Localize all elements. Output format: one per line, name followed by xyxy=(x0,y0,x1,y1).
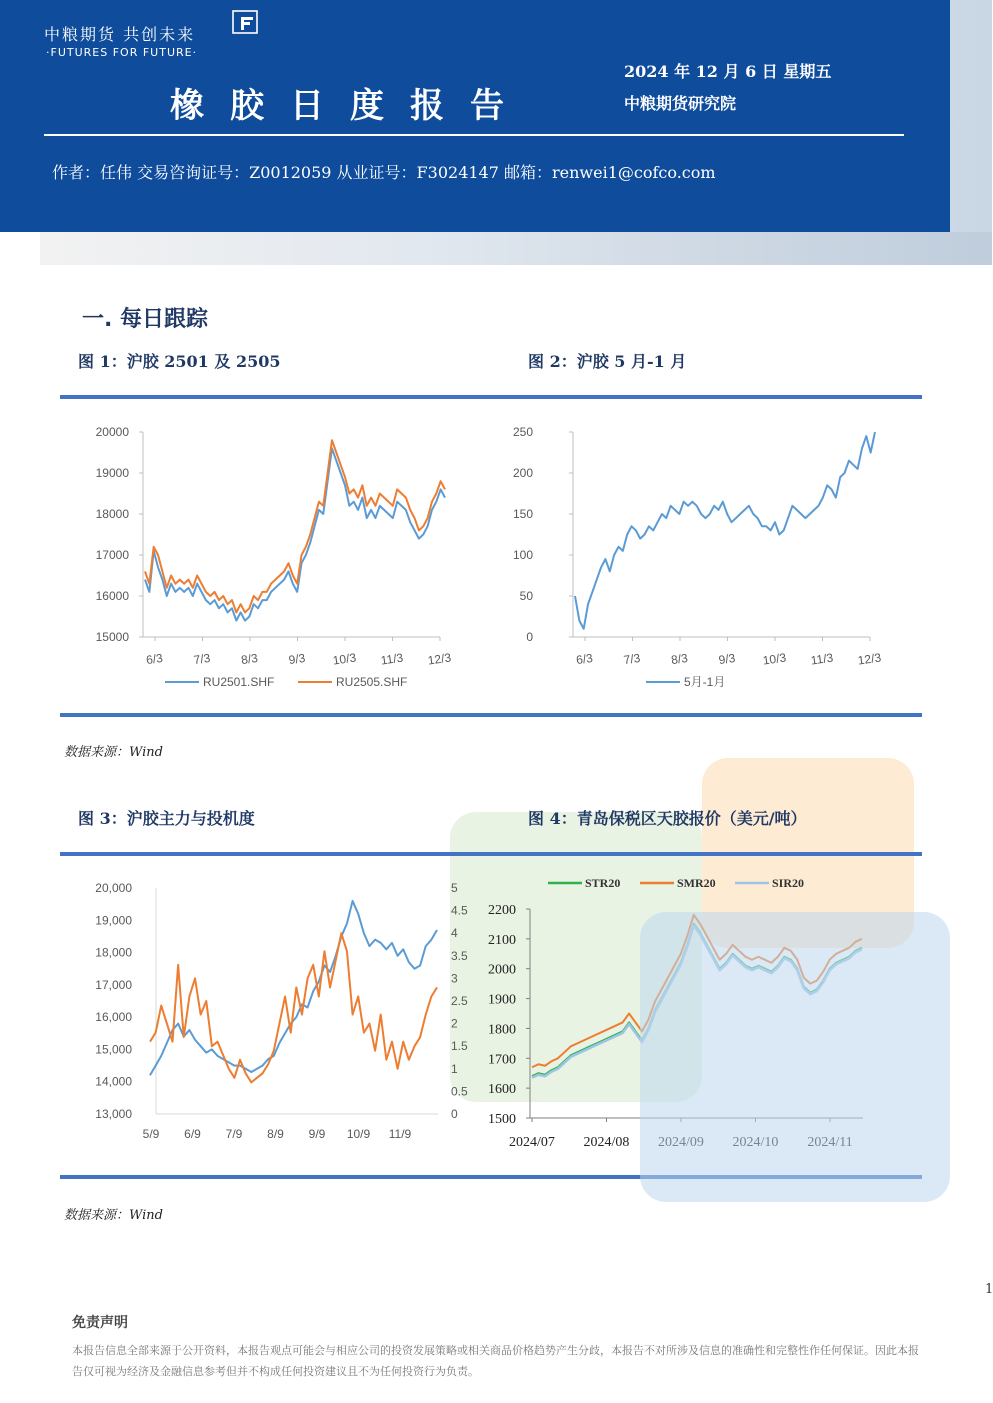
x-tick-label: 2024/07 xyxy=(509,1135,555,1150)
y-right-tick-label: 2 xyxy=(451,1016,458,1031)
y-left-tick-label: 13,000 xyxy=(95,1107,132,1121)
fig3-chart xyxy=(60,866,480,1156)
x-tick-label: 9/3 xyxy=(717,650,737,668)
report-title: 橡胶日度报告 xyxy=(170,86,530,126)
legend-label: RU2501.SHF xyxy=(203,675,275,689)
x-tick-label: 2024/08 xyxy=(583,1135,630,1150)
legend-label: SMR20 xyxy=(677,876,716,890)
disclaimer-text: 本报告信息全部来源于公开资料，本报告观点可能会与相应公司的投资发展策略或相关商品价格趋势产生分歧，本报告不对所涉及信息的准确性和完整性作任何保证。因此本报告仅可视为经济及金融信息参考但并不构成任何投资建议且不为任何投资行为负责。 xyxy=(72,1344,919,1378)
y-tick-label: 150 xyxy=(512,507,533,521)
y-tick-label: 17000 xyxy=(95,548,129,562)
fig-row2-top-rule xyxy=(60,852,922,856)
x-tick-label: 7/3 xyxy=(192,650,212,668)
fig2-title: 图 2：沪胶 5 月-1 月 xyxy=(528,352,687,371)
y-left-tick-label: 18,000 xyxy=(95,945,132,960)
y-left-tick-label: 15,000 xyxy=(95,1042,132,1057)
report-date: 2024 年 12 月 6 日 星期五 xyxy=(624,62,832,81)
header-divider xyxy=(44,134,904,136)
y-right-tick-label: 5 xyxy=(451,881,458,895)
fig2-chart xyxy=(490,412,910,702)
x-tick-label: 7/9 xyxy=(225,1127,243,1141)
x-tick-label: 11/9 xyxy=(388,1127,412,1141)
x-tick-label: 11/3 xyxy=(379,650,405,668)
fig4-title: 图 4：青岛保税区天胶报价（美元/吨） xyxy=(528,809,807,828)
x-tick-label: 10/9 xyxy=(346,1127,371,1141)
y-left-tick-label: 20,000 xyxy=(95,881,132,895)
series-line xyxy=(150,933,437,1082)
section-title: 一. 每日跟踪 xyxy=(82,307,209,332)
fig1-title: 图 1：沪胶 2501 及 2505 xyxy=(78,352,281,371)
y-tick-label: 2100 xyxy=(488,932,516,948)
x-tick-label: 9/9 xyxy=(308,1127,326,1141)
fig1-chart xyxy=(60,412,480,702)
y-tick-label: 20000 xyxy=(95,425,129,439)
y-tick-label: 50 xyxy=(519,589,533,603)
fig3-title: 图 3：沪胶主力与投机度 xyxy=(78,809,255,828)
x-tick-label: 12/3 xyxy=(426,650,452,668)
series-line xyxy=(575,432,875,629)
legend-label: 5月-1月 xyxy=(684,675,726,689)
y-right-tick-label: 1 xyxy=(451,1061,458,1076)
fig-row1-top-rule xyxy=(60,395,922,399)
y-tick-label: 100 xyxy=(512,548,533,562)
y-right-tick-label: 0.5 xyxy=(451,1084,468,1099)
data-source-2: 数据来源：Wind xyxy=(64,1208,163,1223)
data-source-1: 数据来源：Wind xyxy=(64,745,163,760)
y-right-tick-label: 0 xyxy=(451,1107,458,1121)
x-tick-label: 8/3 xyxy=(670,650,689,668)
x-tick-label: 10/3 xyxy=(331,650,357,668)
legend-label: SIR20 xyxy=(772,876,805,890)
y-tick-label: 2200 xyxy=(488,903,516,918)
y-right-tick-label: 4 xyxy=(451,926,458,941)
y-tick-label: 1900 xyxy=(488,992,516,1008)
y-tick-label: 1600 xyxy=(488,1082,516,1098)
y-left-tick-label: 16,000 xyxy=(95,1010,132,1025)
y-right-tick-label: 2.5 xyxy=(451,994,468,1008)
series-line xyxy=(145,448,445,620)
y-tick-label: 2000 xyxy=(488,962,516,978)
author-info: 作者：任伟 交易咨询证号：Z0012059 从业证号：F3024147 邮箱：renwei1@cofco.com xyxy=(52,163,716,182)
x-tick-label: 11/3 xyxy=(809,650,835,668)
y-right-tick-label: 3 xyxy=(451,971,458,986)
logo-text: 中粮期货 共创未来 xyxy=(44,25,196,44)
y-tick-label: 0 xyxy=(526,630,533,644)
x-tick-label: 8/9 xyxy=(267,1127,284,1141)
y-left-tick-label: 17,000 xyxy=(95,977,132,992)
y-tick-label: 18000 xyxy=(95,507,129,521)
institute-name: 中粮期货研究院 xyxy=(624,94,737,113)
x-tick-label: 8/3 xyxy=(240,650,259,668)
logo-icon xyxy=(232,10,258,34)
y-tick-label: 1500 xyxy=(488,1112,516,1127)
y-tick-label: 1700 xyxy=(488,1052,516,1068)
legend-label: RU2505.SHF xyxy=(336,675,408,689)
fig-row1-bottom-rule xyxy=(60,713,922,717)
x-tick-label: 9/3 xyxy=(287,650,307,668)
y-right-tick-label: 1.5 xyxy=(451,1039,468,1054)
x-tick-label: 6/9 xyxy=(184,1127,201,1141)
y-left-tick-label: 14,000 xyxy=(95,1074,132,1089)
y-tick-label: 15000 xyxy=(95,630,129,644)
disclaimer-title: 免责声明 xyxy=(72,1315,128,1331)
y-tick-label: 16000 xyxy=(95,589,129,603)
y-tick-label: 200 xyxy=(512,466,533,480)
legend-label: STR20 xyxy=(585,876,621,890)
x-tick-label: 12/3 xyxy=(856,650,882,668)
x-tick-label: 6/3 xyxy=(145,650,164,668)
y-tick-label: 1800 xyxy=(488,1022,516,1038)
page-number: 1 xyxy=(985,1282,993,1297)
x-tick-label: 6/3 xyxy=(575,650,594,668)
logo-subtitle: ·FUTURES FOR FUTURE· xyxy=(46,46,198,59)
y-right-tick-label: 3.5 xyxy=(451,948,468,963)
y-left-tick-label: 19,000 xyxy=(95,913,132,928)
x-tick-label: 10/3 xyxy=(761,650,787,668)
x-tick-label: 5/9 xyxy=(142,1127,160,1141)
y-tick-label: 19000 xyxy=(95,466,129,480)
decor-blue-block xyxy=(640,912,950,1202)
y-tick-label: 250 xyxy=(512,425,533,439)
x-tick-label: 7/3 xyxy=(622,650,642,668)
header-stripe xyxy=(40,232,992,265)
y-right-tick-label: 4.5 xyxy=(451,903,468,918)
